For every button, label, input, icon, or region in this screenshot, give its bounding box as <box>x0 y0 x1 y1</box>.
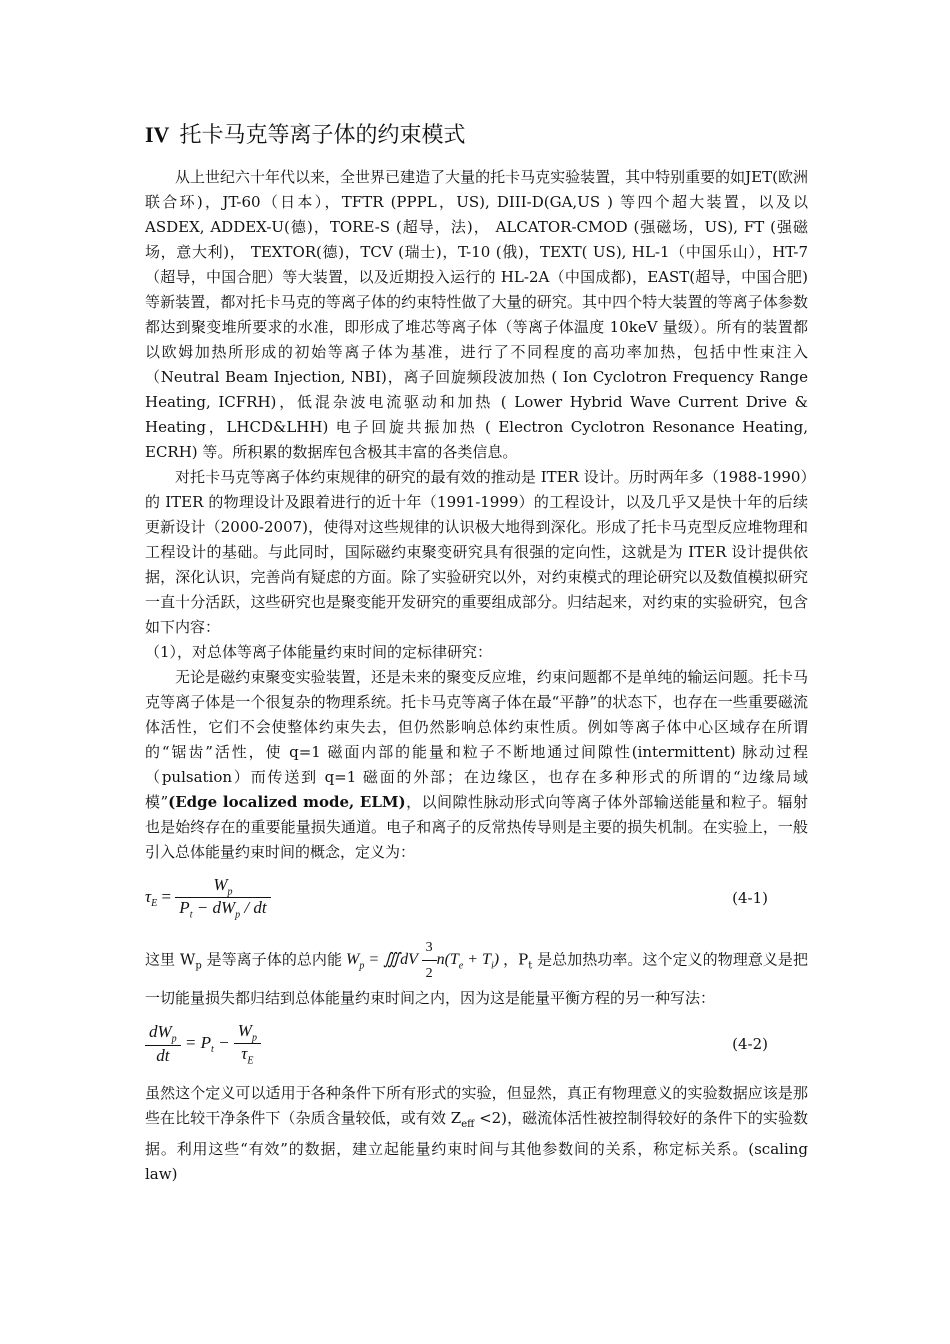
section-title-text: 托卡马克等离子体的约束模式 <box>179 123 466 148</box>
equation-label-4-2: (4-2) <box>732 1035 768 1053</box>
document-page <box>145 120 808 1187</box>
eq2-rhs-fraction: $\frac{W_p}{\tau_E}$ <box>234 1021 261 1067</box>
list-item-1: （1），对总体等离子体能量约束时间的定标律研究： <box>145 643 493 661</box>
paragraph-scaling: 虽然这个定义可以适用于各种条件下所有形式的实验，但显然，真正有物理意义的实验数据应该是那些在比较干净条件下（杂质含量较低，或有效 $Z_{eff} <2$)，磁流体活性被控制得较好的条件下的实验数据。利用这些“有效”的数据，建立起能量约束时间与其他参数间的关系，称定标关系。(scaling law) <box>145 1084 808 1183</box>
section-title <box>145 120 808 151</box>
eq1-fraction: $\frac{W_p}{P_t - dW_p / dt}$ <box>175 875 270 921</box>
paragraph-devices: 从上世纪六十年代以来，全世界已建造了大量的托卡马克实验装置，其中特别重要的如JET(欧洲联合环)，JT-60（日本），TFTR (PPPL，US), DIII-D(GA,US ) 等四个超大装置，以及以 ASDEX, ADDEX-U(德)，TORE-S (超导，法)， ALCATOR-CMOD (强磁场，US), FT (强磁场，意大利)， TEXTOR(德)，TCV (瑞士)，T-10 (俄)，TEXT( US), HL-1（中国乐山），HT-7（超导，中国合肥）等大装置，以及近期投入运行的 HL-2A（中国成都)，EAST(超导，中国合肥)等新装置，都对托卡马克的等离子体的约束特性做了大量的研究。其中四个特大装置的等离子体参数都达到聚变堆所要求的水准，即形成了堆芯等离子体（等离子体温度 10keV 量级）。所有的装置都以欧姆加热所形成的初始等离子体为基准，进行了不同程度的高功率加热，包括中性束注入（Neutral Beam Injection, NBI)，离子回旋频段波加热 ( Ion Cyclotron Frequency Range Heating, ICFRH)，低混杂波电流驱动和加热 ( Lower Hybrid Wave Current Drive & Heating，LHCD&LHH) 电子回旋共振加热 ( Electron Cyclotron Resonance Heating, ECRH) 等。所积累的数据库包含极其丰富的各类信息。 <box>145 168 808 461</box>
equation-label-4-1: (4-1) <box>732 889 768 907</box>
eq2-lhs-fraction: $\frac{dW_p}{dt}$ <box>145 1022 181 1065</box>
elm-term: (Edge localized mode, ELM) <box>168 793 406 811</box>
equation-4-1: $\tau_E$ = $\frac{W_p}{P_t - dW_p / dt}$ (4-1) <box>145 875 768 921</box>
paragraph-definition: 这里 $W_p$ 是等离子体的总内能 $W_p$ = ∭dV $\frac{3}{2}$ $n(T_e + T_i)$ ，$P_t$ 是总加热功率。这个定义的物理意义是把一切能量损失都归结到总体能量约束时间之内，因为这是能量平衡方程的另一种写法： <box>145 935 808 1011</box>
paragraph-iter: 对托卡马克等离子体约束规律的研究的最有效的推动是 ITER 设计。历时两年多（1988-1990）的 ITER 的物理设计及跟着进行的近十年（1991-1999）的工程设计，以及几乎又是快十年的后续更新设计（2000-2007)，使得对这些规律的认识极大地得到深化。形成了托卡马克型反应堆物理和工程设计的基础。与此同时，国际磁约束聚变研究具有很强的定向性，这就是为 ITER 设计提供依据，深化认识，完善尚有疑虑的方面。除了实验研究以外，对约束模式的理论研究以及数值模拟研究一直十分活跃，这些研究也是聚变能开发研究的重要组成部分。归结起来，对约束的实验研究，包含如下内容： <box>145 468 808 636</box>
section-number: IV <box>145 122 170 147</box>
internal-energy-equation: $W_p$ = ∭dV $\frac{3}{2}$ $n(T_e + T_i)$ <box>346 935 499 986</box>
paragraph-confinement: 无论是磁约束聚变实验装置，还是未来的聚变反应堆，约束问题都不是单纯的输运问题。托卡马克等离子体是一个很复杂的物理系统。托卡马克等离子体在最“平静”的状态下，也存在一些重要磁流体活性，它们不会使整体约束失去，但仍然影响总体约束性质。例如等离子体中心区域存在所谓的“锯齿”活性，使 q=1 磁面内部的能量和粒子不断地通过间隙性(intermittent) 脉动过程（pulsation）而传送到 q=1 磁面的外部；在边缘区，也存在多种形式的所谓的“边缘局域模”(Edge localized mode, ELM)，以间隙性脉动形式向等离子体外部输送能量和粒子。辐射也是始终存在的重要能量损失通道。电子和离子的反常热传导则是主要的损失机制。在实验上，一般引入总体能量约束时间的概念，定义为： <box>145 668 809 861</box>
equation-4-2: $\frac{dW_p}{dt}$ = $P_t$ − $\frac{W_p}{\tau_E}$ (4-2) <box>145 1017 808 1077</box>
